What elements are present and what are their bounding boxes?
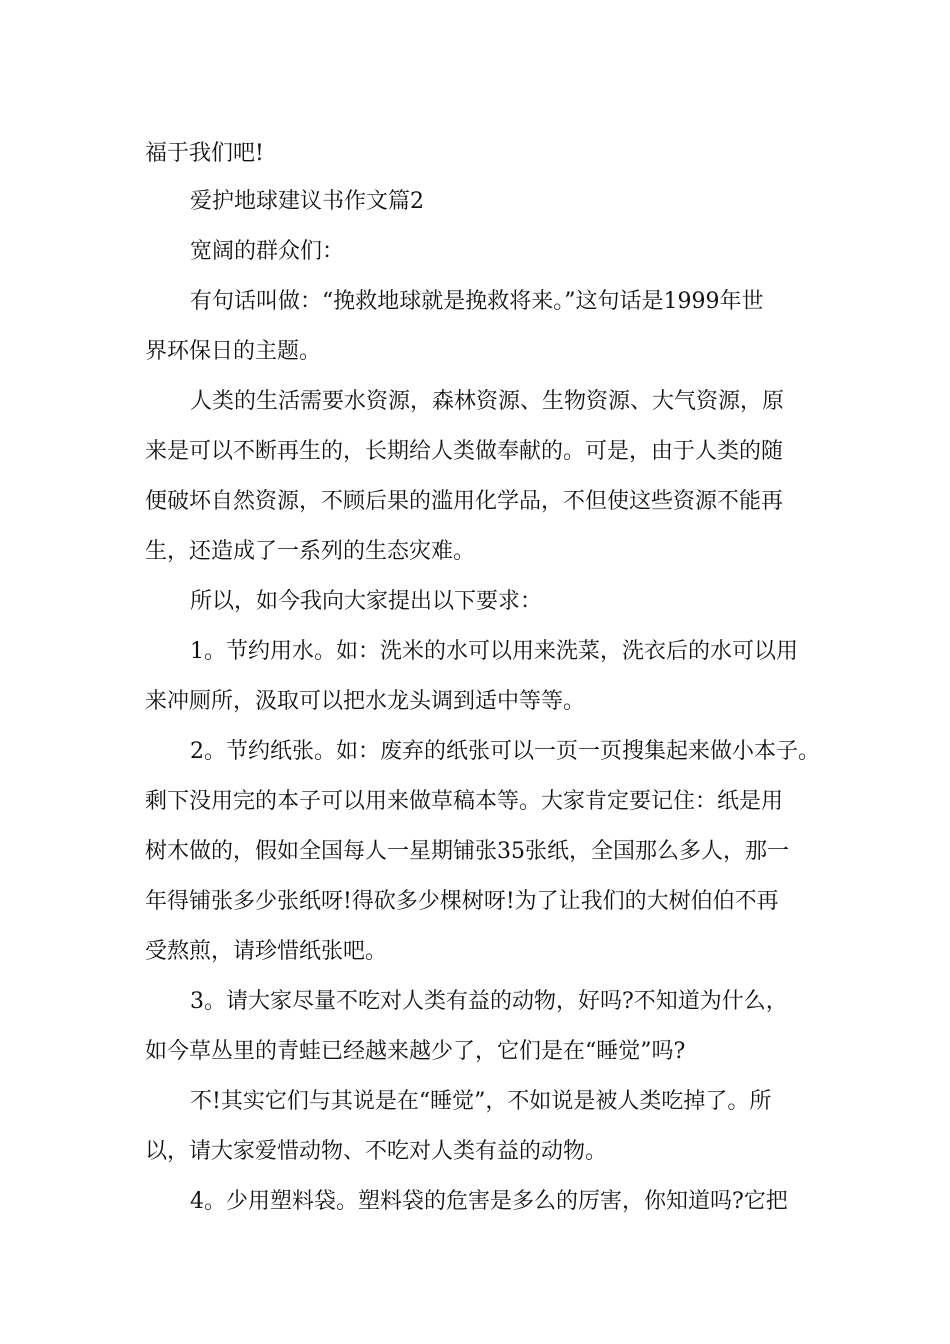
text-line: 不!其实它们与其说是在“睡觉”，不如说是被人类吃掉了。所 <box>190 1089 772 1114</box>
text-line: 来是可以不断再生的，长期给人类做奉献的。可是，由于人类的随 <box>145 439 784 464</box>
list-item: 4。少用塑料袋。塑料袋的危害是多么的厉害，你知道吗?它把 <box>190 1189 788 1214</box>
text-line: 以，请大家爱惜动物、不吃对人类有益的动物。 <box>145 1139 608 1164</box>
text-line: 剩下没用完的本子可以用来做草稿本等。大家肯定要记住：纸是用 <box>145 789 784 814</box>
list-item: 1。节约用水。如：洗米的水可以用来洗菜，洗衣后的水可以用 <box>190 639 798 664</box>
text-line: 人类的生活需要水资源，森林资源、生物资源、大气资源，原 <box>190 389 785 414</box>
text-line: 便破坏自然资源，不顾后果的滥用化学品，不但使这些资源不能再 <box>145 489 784 514</box>
text-line: 年得铺张多少张纸呀!得砍多少棵树呀!为了让我们的大树伯伯不再 <box>145 889 779 914</box>
text-line: 界环保日的主题。 <box>145 339 322 364</box>
salutation: 宽阔的群众们： <box>190 239 345 264</box>
text-line: 福于我们吧! <box>145 141 264 166</box>
text-line: 受熬煎，请珍惜纸张吧。 <box>145 939 388 964</box>
section-heading: 爱护地球建议书作文篇2 <box>190 189 424 214</box>
list-item: 2。节约纸张。如：废弃的纸张可以一页一页搜集起来做小本子。 <box>190 739 820 764</box>
text-line: 如今草丛里的青蛙已经越来越少了，它们是在“睡觉”吗? <box>145 1039 686 1064</box>
text-line: 生，还造成了一系列的生态灾难。 <box>145 539 476 564</box>
text-line: 有句话叫做：“挽救地球就是挽救将来。”这句话是1999年世 <box>190 289 764 314</box>
text-line: 树木做的，假如全国每人一星期铺张35张纸，全国那么多人，那一 <box>145 839 789 864</box>
text-line: 所以，如今我向大家提出以下要求： <box>190 589 543 614</box>
text-line: 来冲厕所，汲取可以把水龙头调到适中等等。 <box>145 689 586 714</box>
list-item: 3。请大家尽量不吃对人类有益的动物，好吗?不知道为什么， <box>190 989 788 1014</box>
